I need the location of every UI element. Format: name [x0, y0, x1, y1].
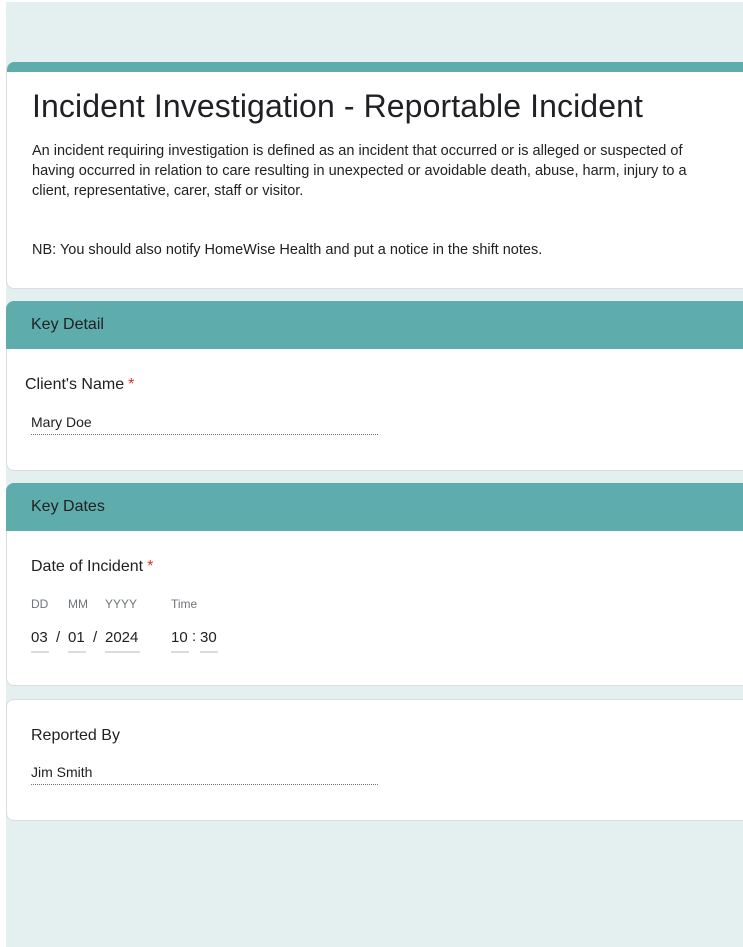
form-title: Incident Investigation - Reportable Incident [32, 88, 643, 124]
section-header-key-detail [6, 301, 743, 349]
minute-value: 30 [200, 629, 217, 646]
required-asterisk: * [147, 558, 154, 575]
question-text: Client's Name [25, 376, 125, 393]
reported-by-card [6, 699, 743, 821]
day-input[interactable] [31, 627, 49, 653]
reported-by-label: Reported By [31, 727, 120, 744]
hour-input[interactable] [171, 627, 189, 653]
question-text: Date of Incident [31, 558, 144, 575]
year-label: YYYY [105, 597, 138, 611]
reported-by-field[interactable] [31, 762, 378, 785]
date-of-incident-label [31, 558, 153, 576]
day-value: 03 [31, 629, 48, 646]
client-name-field[interactable] [31, 412, 378, 435]
form-note: NB: You should also notify HomeWise Health and put a notice in the shift notes. [32, 242, 543, 258]
year-input[interactable] [105, 627, 140, 653]
section-header-key-dates [6, 483, 743, 531]
client-name-value: Mary Doe [31, 414, 92, 430]
day-label: DD [31, 597, 49, 611]
minute-input[interactable] [200, 627, 218, 653]
form-accent-bar [7, 62, 743, 72]
year-value: 2024 [105, 629, 139, 646]
form-description: An incident requiring investigation is defined as an incident that occurred or is alleged or suspected of having occurred in relation to care resulting in unexpected or avoidable death, abuse, harm, injury to a client, representative, carer, staff or visitor. [32, 143, 687, 199]
required-asterisk: * [128, 376, 135, 393]
time-label: Time [171, 597, 198, 611]
hour-value: 10 [171, 629, 188, 646]
date-separator: / [93, 629, 98, 646]
form-header-card [6, 62, 743, 289]
date-separator: / [56, 629, 61, 646]
month-value: 01 [68, 629, 85, 646]
month-input[interactable] [68, 627, 86, 653]
section-title: Key Dates [31, 498, 105, 515]
time-separator: : [192, 628, 197, 645]
reported-by-value: Jim Smith [31, 764, 93, 780]
month-label: MM [68, 597, 88, 611]
section-title: Key Detail [31, 316, 104, 333]
client-name-label [25, 376, 134, 394]
